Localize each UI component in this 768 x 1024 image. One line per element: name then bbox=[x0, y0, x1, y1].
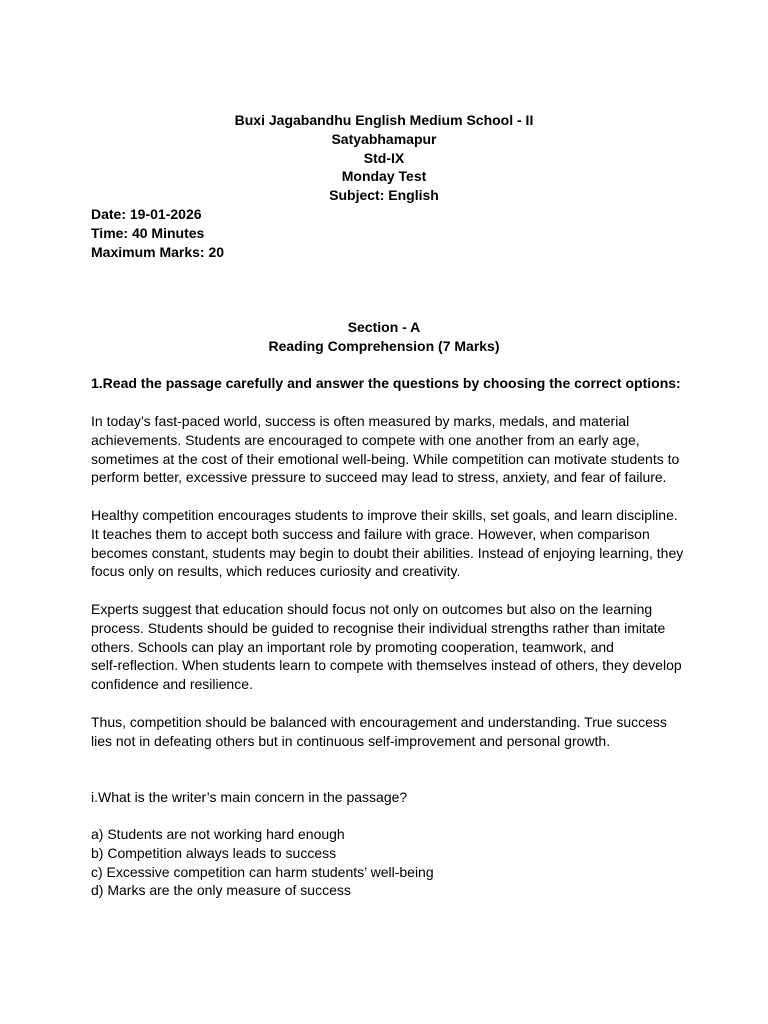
exam-time: Time: 40 Minutes bbox=[91, 224, 205, 241]
passage-line: Healthy competition encourages students to improve their skills, set goals, and learn discipline. bbox=[91, 506, 678, 523]
section-subtitle: Reading Comprehension (7 Marks) bbox=[268, 337, 500, 354]
passage-line: sometimes at the cost of their emotional well-being. While competition can motivate students to bbox=[91, 450, 680, 467]
question-instruction: 1.Read the passage carefully and answer the questions by choosing the correct options: bbox=[91, 375, 681, 391]
passage-line: It teaches them to accept both success and failure with grace. However, when comparison bbox=[91, 525, 650, 542]
passage-line: confidence and resilience. bbox=[91, 676, 253, 693]
section-heading bbox=[0, 318, 768, 356]
passage-line: becomes constant, students may begin to doubt their abilities. Instead of enjoying learning, they bbox=[91, 544, 684, 561]
test-name: Monday Test bbox=[341, 168, 427, 185]
document-header bbox=[0, 111, 768, 205]
option-d: d) Marks are the only measure of success bbox=[91, 882, 351, 899]
answer-options bbox=[91, 825, 434, 900]
subject-name: Subject: English bbox=[329, 187, 439, 204]
option-c: c) Excessive competition can harm students’ well-being bbox=[91, 863, 434, 880]
passage-paragraph bbox=[91, 713, 691, 751]
passage-line: achievements. Students are encouraged to compete with one another from an early age, bbox=[91, 431, 640, 448]
passage-line: Thus, competition should be balanced with encouragement and understanding. True success bbox=[91, 713, 667, 730]
class-standard: Std-IX bbox=[363, 149, 405, 166]
passage-line: perform better, excessive pressure to succeed may lead to stress, anxiety, and fear of failure. bbox=[91, 469, 667, 486]
passage-line: process. Students should be guided to recognise their individual strengths rather than imitate bbox=[91, 619, 666, 636]
passage-line: Experts suggest that education should focus not only on outcomes but also on the learning bbox=[91, 600, 653, 617]
exam-meta bbox=[91, 205, 224, 261]
reading-passage bbox=[91, 412, 691, 769]
passage-paragraph bbox=[91, 506, 691, 581]
question-text: i.What is the writer’s main concern in the passage? bbox=[91, 789, 408, 805]
passage-line: lies not in defeating others but in continuous self-improvement and personal growth. bbox=[91, 732, 611, 749]
passage-line: self-reflection. When students learn to compete with themselves instead of others, they develop bbox=[91, 657, 682, 674]
passage-paragraph bbox=[91, 412, 691, 487]
exam-max-marks: Maximum Marks: 20 bbox=[91, 243, 225, 260]
passage-line: In today’s fast-paced world, success is often measured by marks, medals, and material bbox=[91, 413, 630, 429]
option-b: b) Competition always leads to success bbox=[91, 844, 337, 861]
passage-paragraph bbox=[91, 600, 691, 694]
passage-line: focus only on results, which reduces curiosity and creativity. bbox=[91, 563, 461, 580]
option-a: a) Students are not working hard enough bbox=[91, 826, 345, 842]
school-location: Satyabhamapur bbox=[331, 130, 437, 147]
section-title: Section - A bbox=[347, 319, 421, 335]
school-name: Buxi Jagabandhu English Medium School - II bbox=[234, 112, 534, 128]
exam-date: Date: 19-01-2026 bbox=[91, 206, 202, 222]
passage-line: others. Schools can play an important role by promoting cooperation, teamwork, and bbox=[91, 638, 614, 655]
